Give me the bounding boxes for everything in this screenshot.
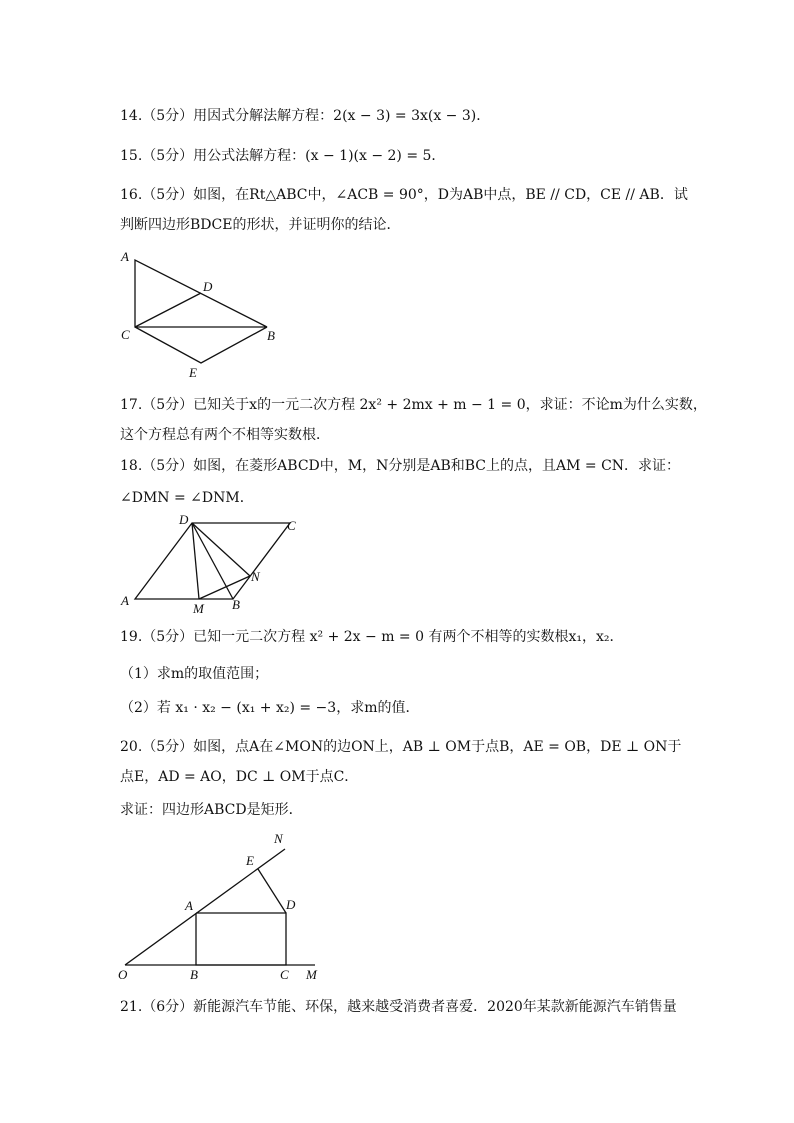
problem-16-line-1: 16.（5分）如图，在Rt△ABC中，∠ACB = 90°，D为AB中点，BE // CD，CE // AB．试 (120, 187, 688, 203)
fig20-label-d: D (286, 897, 296, 912)
fig18-segment-dn (192, 523, 250, 576)
fig16-label-a: A (121, 249, 129, 264)
fig18-label-c: C (287, 518, 296, 533)
problem-19-line-3: （2）若 x₁ · x₂ − (x₁ + x₂) = −3，求m的值． (120, 700, 420, 716)
figure-16 (115, 245, 285, 385)
fig20-label-e: E (246, 853, 254, 868)
fig18-label-d: D (179, 512, 189, 527)
problem-16-line-2: 判断四边形BDCE的形状，并证明你的结论． (120, 217, 401, 233)
problem-20-line-1: 20.（5分）如图，点A在∠MON的边ON上，AB ⊥ OM于点B，AE = OB，DE ⊥ ON于 (120, 739, 682, 755)
fig16-label-c: C (121, 327, 130, 342)
problem-19-line-1: 19.（5分）已知一元二次方程 x² + 2x − m = 0 有两个不相等的实数根x₁，x₂． (120, 629, 624, 645)
fig18-label-n: N (251, 569, 260, 584)
fig18-label-m: M (193, 601, 204, 616)
fig16-label-e: E (189, 365, 197, 380)
fig20-label-m: M (306, 967, 317, 982)
fig16-label-b: B (267, 328, 275, 343)
fig20-label-o: O (118, 967, 128, 982)
problem-18-line-2: ∠DMN = ∠DNM． (120, 490, 254, 506)
fig20-rectangle-abcd (196, 913, 286, 965)
fig20-label-b: B (190, 967, 198, 982)
problem-21-line-1: 21.（6分）新能源汽车节能、环保，越来越受消费者喜爱．2020年某款新能源汽车销售量 (120, 999, 677, 1015)
figure-20 (110, 825, 340, 985)
fig20-label-c: C (280, 967, 289, 982)
fig20-label-n: N (274, 831, 283, 846)
fig16-segment-cd (135, 293, 201, 327)
fig16-segment-ceb (135, 327, 267, 363)
problem-19-line-2: （1）求m的取值范围； (120, 666, 269, 682)
fig20-label-a: A (185, 898, 193, 913)
fig18-label-a: A (121, 593, 129, 608)
problem-17-line-1: 17.（5分）已知关于x的一元二次方程 2x² + 2mx + m − 1 = 0，求证：不论m为什么实数， (120, 397, 707, 413)
fig20-segment-ed (258, 869, 286, 913)
fig16-label-d: D (203, 279, 213, 294)
figure-18 (115, 510, 315, 620)
problem-20-line-2: 点E，AD = AO，DC ⊥ OM于点C． (120, 769, 359, 785)
problem-15: 15.（5分）用公式法解方程：(x − 1)(x − 2) = 5． (120, 148, 446, 164)
fig20-ray-on (125, 849, 285, 965)
problem-14: 14.（5分）用因式分解法解方程：2(x − 3) = 3x(x − 3)． (120, 108, 491, 124)
problem-17-line-2: 这个方程总有两个不相等实数根． (120, 427, 330, 443)
problem-20-line-3: 求证：四边形ABCD是矩形． (120, 802, 303, 818)
problem-18-line-1: 18.（5分）如图，在菱形ABCD中，M，N分别是AB和BC上的点，且AM = CN．求证： (120, 458, 681, 474)
fig18-label-b: B (232, 597, 240, 612)
